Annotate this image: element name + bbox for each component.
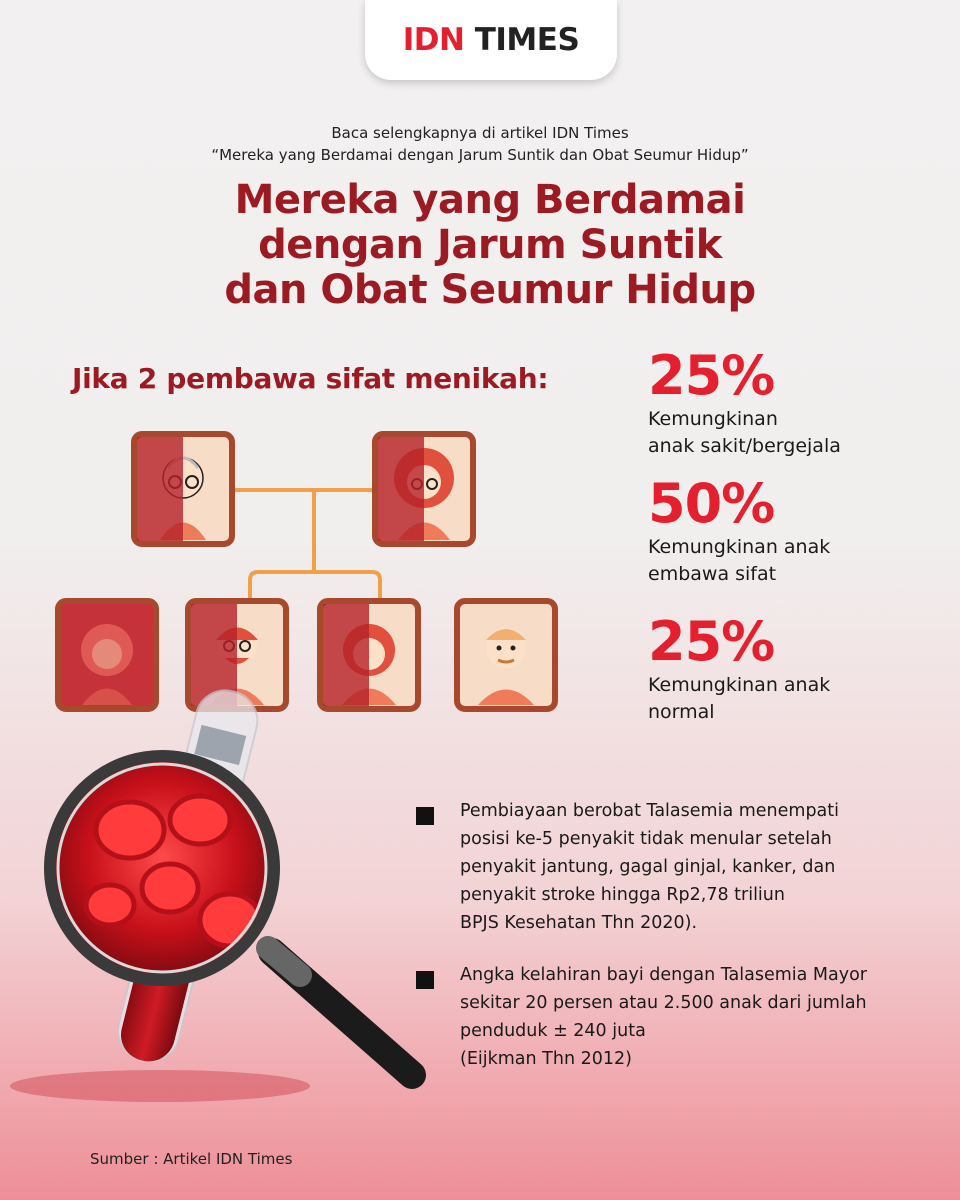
- portrait-child-carrier-2: [320, 601, 418, 709]
- fact-text: Pembiayaan berobat Talasemia menempati posisi ke-5 penyakit tidak menular setelah penyakit jantung, gagal ginjal, kanker, dan penyakit stroke hingga Rp2,78 triliun BPJS Kesehatan Thn 2020).: [460, 801, 840, 933]
- stat-description-line: Kemungkinan anak: [648, 536, 831, 558]
- pedigree-heading: Jika 2 pembawa sifat menikah:: [72, 362, 549, 395]
- stat-description-line: embawa sifat: [648, 563, 777, 585]
- brand-logo-idn: IDN: [402, 22, 465, 58]
- portrait-parent-father-carrier: [134, 434, 232, 544]
- page-title-line-2: dengan Jarum Suntik: [258, 222, 722, 268]
- bullet-square-icon: [416, 807, 434, 825]
- fact-item: [412, 797, 952, 937]
- portrait-child-affected: [58, 601, 156, 709]
- bullet-square-icon: [416, 971, 434, 989]
- stat-carrier: [648, 474, 948, 588]
- fact-item: [412, 961, 952, 1073]
- pedigree-connectors: [232, 490, 380, 605]
- fact-list: [412, 797, 952, 1097]
- stat-percent: 50%: [648, 472, 775, 535]
- stat-description-line: normal: [648, 701, 715, 723]
- stat-affected: [648, 346, 948, 460]
- stat-normal: [648, 612, 948, 726]
- page-title-line-1: Mereka yang Berdamai: [234, 177, 746, 223]
- stat-description-line: Kemungkinan anak: [648, 674, 831, 696]
- stat-percent: 25%: [648, 610, 775, 673]
- source-credit: Sumber : Artikel IDN Times: [90, 1150, 293, 1168]
- stat-percent: 25%: [648, 344, 775, 407]
- read-more-article-title: “Mereka yang Berdamai dengan Jarum Suntik dan Obat Seumur Hidup”: [211, 146, 749, 164]
- brand-logo-times: TIMES: [474, 22, 580, 58]
- portrait-parent-mother-carrier: [375, 434, 473, 544]
- page-title-line-3: dan Obat Seumur Hidup: [224, 267, 756, 313]
- read-more-line: Baca selengkapnya di artikel IDN Times: [331, 124, 629, 142]
- stat-description-line: Kemungkinan: [648, 408, 778, 430]
- fact-text: Angka kelahiran bayi dengan Talasemia Mayor sekitar 20 persen atau 2.500 anak dari jumlah penduduk ± 240 juta (Eijkman Thn 2012): [460, 965, 868, 1069]
- magnifying-glass-icon: [10, 756, 412, 1102]
- portrait-child-normal: [457, 601, 555, 709]
- stat-description-line: anak sakit/bergejala: [648, 435, 841, 457]
